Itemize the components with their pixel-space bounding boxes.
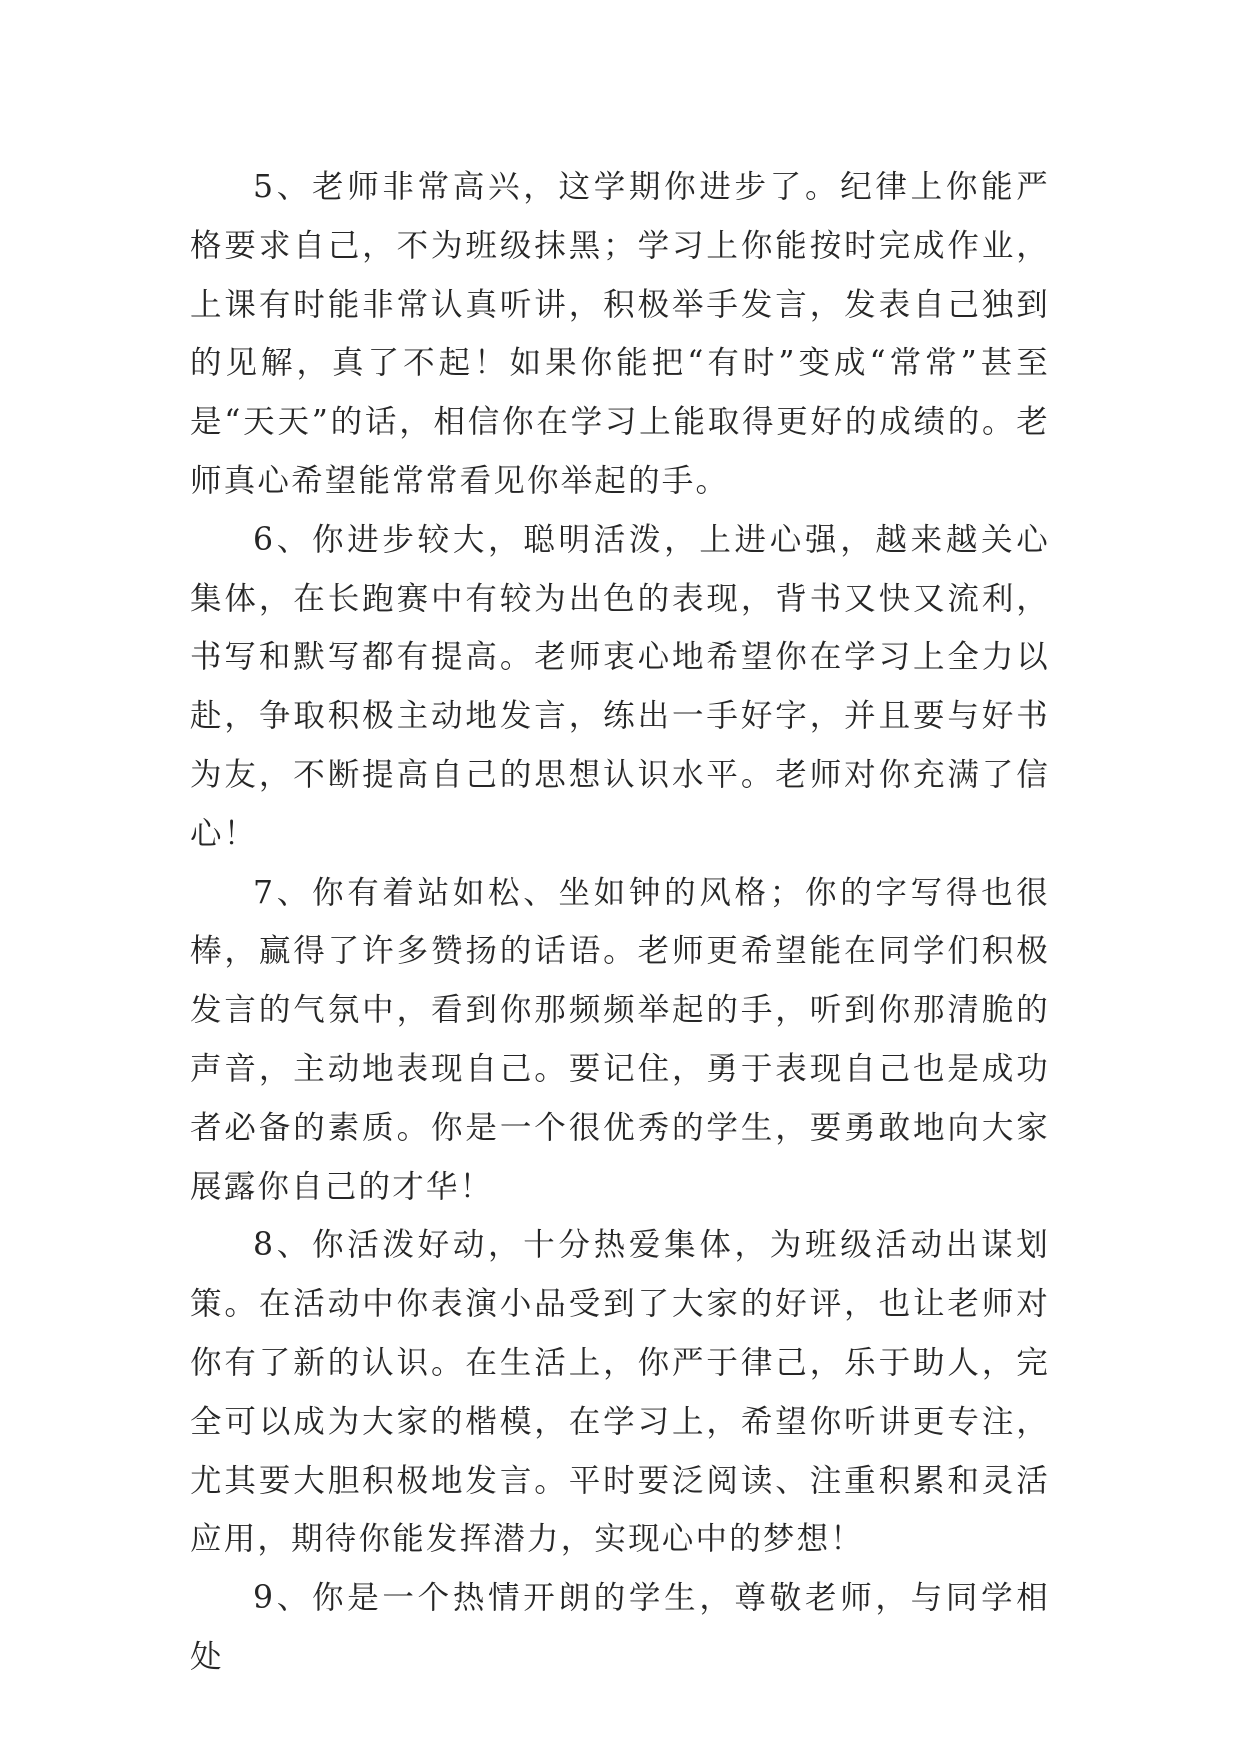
comment-paragraph-5: 5、老师非常高兴，这学期你进步了。纪律上你能严格要求自己，不为班级抹黑；学习上你能按时完成作业，上课有时能非常认真听讲，积极举手发言，发表自己独到的见解，真了不起！如果你能把“有时”变成“常常”甚至是“天天”的话，相信你在学习上能取得更好的成绩的。老师真心希望能常常看见你举起的手。 <box>190 169 1050 499</box>
document-body <box>190 158 1050 1687</box>
comment-paragraph-9: 9、你是一个热情开朗的学生，尊敬老师，与同学相处 <box>190 1580 1050 1675</box>
comment-paragraph-7: 7、你有着站如松、坐如钟的风格；你的字写得也很棒，赢得了许多赞扬的话语。老师更希望能在同学们积极发言的气氛中，看到你那频频举起的手，听到你那清脆的声音，主动地表现自己。要记住，勇于表现自己也是成功者必备的素质。你是一个很优秀的学生，要勇敢地向大家展露你自己的才华！ <box>190 874 1050 1205</box>
comment-paragraph-6: 6、你进步较大，聪明活泼，上进心强，越来越关心集体，在长跑赛中有较为出色的表现，背书又快又流利，书写和默写都有提高。老师衷心地希望你在学习上全力以赴，争取积极主动地发言，练出一手好字，并且要与好书为友，不断提高自己的思想认识水平。老师对你充满了信心！ <box>190 521 1050 852</box>
comment-paragraph-8: 8、你活泼好动，十分热爱集体，为班级活动出谋划策。在活动中你表演小品受到了大家的好评，也让老师对你有了新的认识。在生活上，你严于律己，乐于助人，完全可以成为大家的楷模，在学习上，希望你听讲更专注，尤其要大胆积极地发言。平时要泛阅读、注重积累和灵活应用，期待你能发挥潜力，实现心中的梦想！ <box>190 1227 1050 1558</box>
